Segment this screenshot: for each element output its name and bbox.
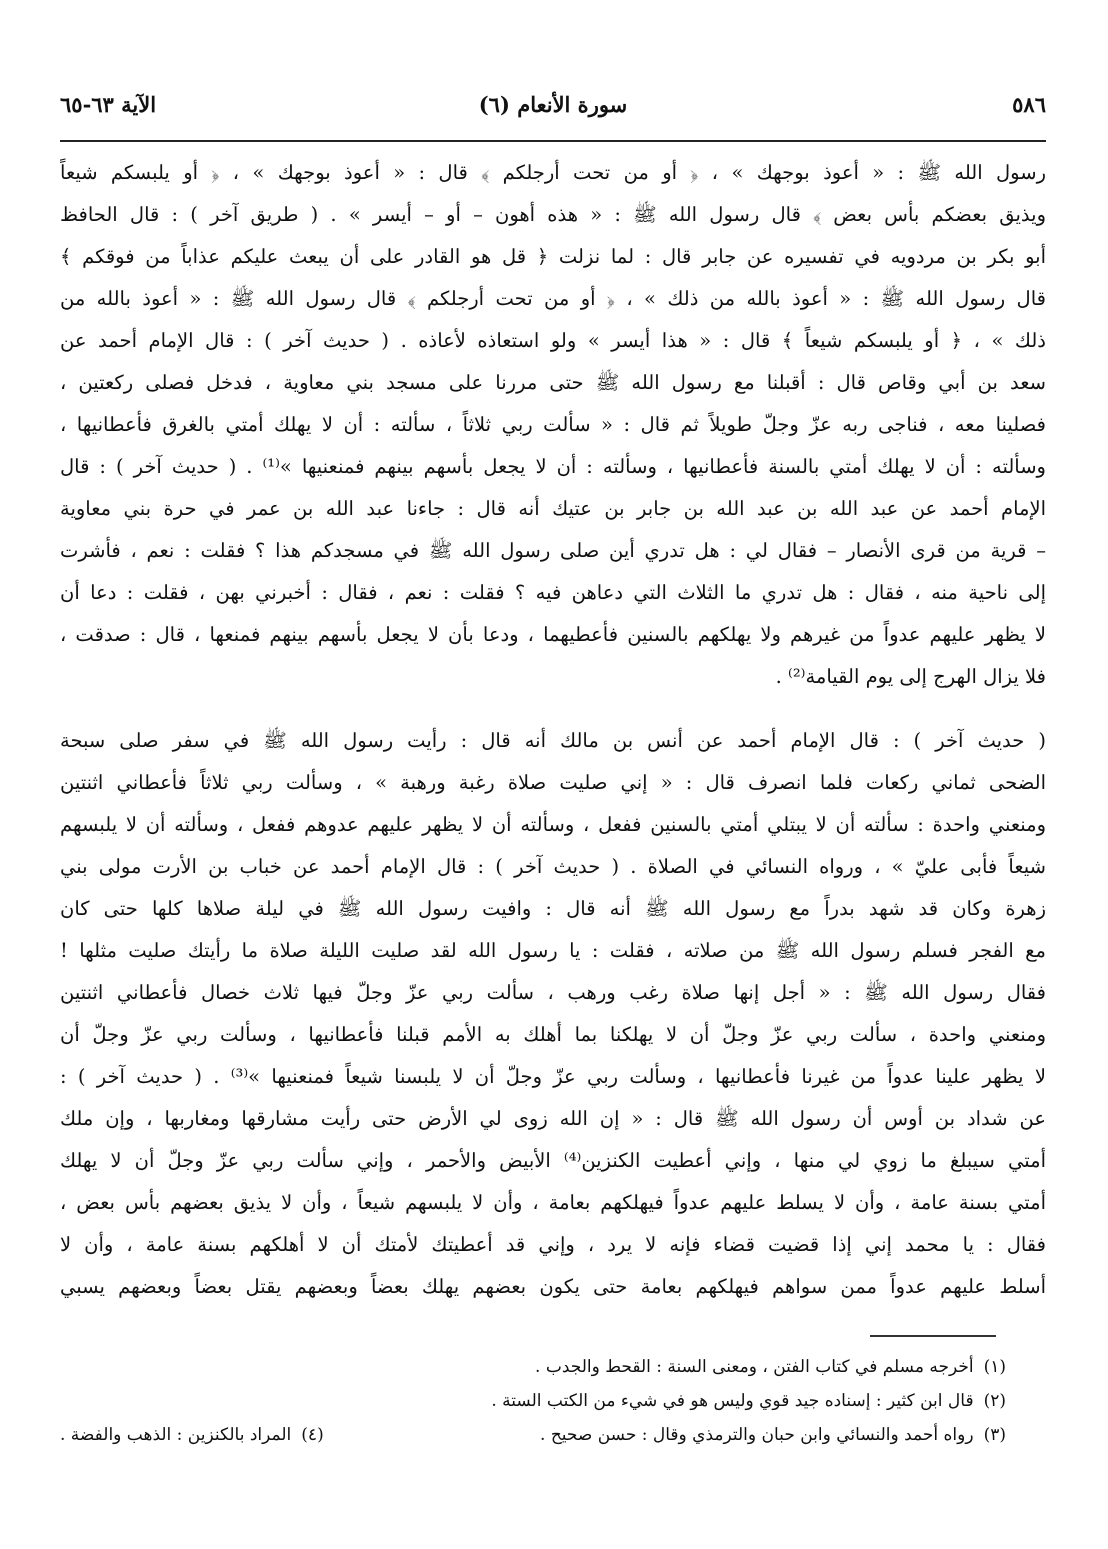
text-line: سعد بن أبي وقاص قال : أقبلنا مع رسول الله ﷺ حتى مررنا على مسجد بني معاوية ، فدخل فصلى ركعتين ، [60, 371, 1046, 394]
text-line: زهرة وكان قد شهد بدراً مع رسول الله ﷺ أنه قال : وافيت رسول الله ﷺ في ليلة صلاها كلها حتى كان [60, 897, 1046, 920]
text-line: الإمام أحمد عن عبد الله بن عبد الله بن جابر بن عتيك أنه قال : جاءنا عبد الله بن عمر في حرة بني معاوية [60, 497, 1046, 520]
text-line: ومنعني واحدة ، سألت ربي عزّ وجلّ أن لا يهلكنا بما أهلك به الأمم قبلنا فأعطانيها ، وسألت ربي عزّ وجلّ أن [60, 1023, 1046, 1046]
text-line: فلا يزال الهرج إلى يوم القيامة⁽²⁾ . [775, 665, 1046, 688]
footnotes [60, 1350, 1006, 1452]
text-line: إلى ناحية منه ، فقال : هل تدري ما الثلاث التي دعاهن فيه ؟ فقلت : نعم ، فقال : أخبرني بهن ، فقلت : دعا أن [60, 581, 1046, 604]
text-line: مع الفجر فسلم رسول الله ﷺ من صلاته ، فقلت : يا رسول الله لقد صليت الليلة صلاة ما رأيتك صليت مثلها ! [60, 939, 1046, 962]
text-line: فقال : يا محمد إني إذا قضيت قضاء فإنه لا يرد ، وإني قد أعطيتك لأمتك أن لا أهلكهم بسنة عامة ، وأن لا [60, 1233, 1046, 1256]
verse-range: الآية ٦٣-٦٥ [60, 92, 157, 117]
header-rule [60, 140, 1046, 142]
text-line: ومنعني واحدة : سألته أن لا يبتلي أمتي بالسنين ففعل ، وسألته أن لا يظهر عليهم عدوهم ففعل ، وسألته أن لا يلبسهم [60, 813, 1046, 836]
paragraph-1 [60, 152, 1046, 698]
surah-title: (٦) سورة الأنعام [478, 92, 628, 117]
text-line: رسول الله ﷺ : « أعوذ بوجهك » ، ﴿ أو من تحت أرجلكم ﴾ قال : « أعوذ بوجهك » ، ﴿ أو يلبسكم شيعاً [60, 161, 1046, 184]
footnote-1 [60, 1350, 1006, 1384]
footnote-number: (١) [983, 1357, 1006, 1377]
text-line: – قرية من قرى الأنصار – فقال لي : هل تدري أين صلى رسول الله ﷺ في مسجدكم هذا ؟ فقلت : نعم ، فأشرت [60, 539, 1046, 562]
page-number: ٥٨٦ [1012, 92, 1046, 117]
footnote-number: (٣) [983, 1425, 1006, 1445]
main-text [60, 152, 1046, 1308]
text-line: فقال رسول الله ﷺ : « أجل إنها صلاة رغب ورهب ، سألت ربي عزّ وجلّ فيها ثلاث خصال فأعطاني اثنتين [60, 981, 1046, 1004]
paragraph-2 [60, 720, 1046, 1308]
footnote-3 [60, 1418, 1006, 1452]
text-line: وسألته : أن لا يهلك أمتي بالسنة فأعطانيها ، وسألته : أن لا يجعل بأسهم بينهم فمنعنيها »⁽¹⁾ . ( حديث آخر ) : قال [60, 455, 1046, 478]
footnote-text: أخرجه مسلم في كتاب الفتن ، ومعنى السنة : القحط والجدب . [535, 1357, 974, 1377]
text-line: ( حديث آخر ) : قال الإمام أحمد عن أنس بن مالك أنه قال : رأيت رسول الله ﷺ في سفر صلى سبحة [60, 729, 1046, 752]
page-header [60, 92, 1046, 132]
text-line: أمتي بسنة عامة ، وأن لا يسلط عليهم عدواً فيهلكهم بعامة ، وأن لا يلبسهم شيعاً ، وأن لا يذيق بعضهم بأس بعض ، [60, 1191, 1046, 1214]
footnote-text: قال ابن كثير : إسناده جيد قوي وليس هو في شيء من الكتب الستة . [491, 1391, 974, 1411]
text-line: أبو بكر بن مردويه في تفسيره عن جابر قال : لما نزلت ﴿ قل هو القادر على أن يبعث عليكم عذاباً من فوقكم ﴾ [60, 245, 1046, 268]
footnote-text: رواه أحمد والنسائي وابن حبان والترمذي وقال : حسن صحيح . [540, 1425, 974, 1445]
text-line: ذلك » ، ﴿ أو يلبسكم شيعاً ﴾ قال : « هذا أيسر » ولو استعاذه لأعاذه . ( حديث آخر ) : قال الإمام أحمد عن [60, 329, 1046, 352]
text-line: شيعاً فأبى عليّ » ، ورواه النسائي في الصلاة . ( حديث آخر ) : قال الإمام أحمد عن خباب بن الأرت مولى بني [60, 855, 1046, 878]
footnote-number: (٤) [301, 1425, 324, 1445]
text-line: الضحى ثماني ركعات فلما انصرف قال : « إني صليت صلاة رغبة ورهبة » ، وسألت ربي ثلاثاً فأعطاني اثنتين [60, 771, 1046, 794]
text-line: ويذيق بعضكم بأس بعض ﴾ قال رسول الله ﷺ : « هذه أهون – أو – أيسر » . ( طريق آخر ) : قال الحافظ [60, 203, 1046, 226]
footnote-rule [870, 1335, 996, 1337]
footnote-text: المراد بالكنزين : الذهب والفضة . [60, 1425, 292, 1445]
text-line: عن شداد بن أوس أن رسول الله ﷺ قال : « إن الله زوى لي الأرض حتى رأيت مشارقها ومغاربها ، وإن ملك [60, 1107, 1046, 1130]
paragraph-gap [60, 698, 1046, 720]
footnote-2 [60, 1384, 1006, 1418]
footnote-number: (٢) [983, 1391, 1006, 1411]
text-line: أمتي سيبلغ ما زوي لي منها ، وإني أعطيت الكنزين⁽⁴⁾ الأبيض والأحمر ، وإني سألت ربي عزّ وجلّ أن لا يهلك [60, 1149, 1046, 1172]
text-line: لا يظهر عليهم عدواً من غيرهم ولا يهلكهم بالسنين فأعطيهما ، ودعا بأن لا يجعل بأسهم بينهم فمنعها ، قال : صدقت ، [60, 623, 1046, 646]
footnote-4 [60, 1418, 324, 1452]
text-line: أسلط عليهم عدواً ممن سواهم فيهلكهم بعامة حتى يكون بعضهم يهلك بعضاً وبعضهم يقتل بعضاً وبعضهم يسبي [60, 1275, 1046, 1298]
text-line: لا يظهر علينا عدواً من غيرنا فأعطانيها ، وسألت ربي عزّ وجلّ أن لا يلبسنا شيعاً فمنعنيها »⁽³⁾ . ( حديث آخر ) : [60, 1065, 1046, 1088]
text-line: فصلينا معه ، فناجى ربه عزّ وجلّ طويلاً ثم قال : « سألت ربي ثلاثاً ، سألته : أن لا يهلك أمتي بالغرق فأعطانيها ، [60, 413, 1046, 436]
text-line: قال رسول الله ﷺ : « أعوذ بالله من ذلك » ، ﴿ أو من تحت أرجلكم ﴾ قال رسول الله ﷺ : « أعوذ بالله من [60, 287, 1046, 310]
